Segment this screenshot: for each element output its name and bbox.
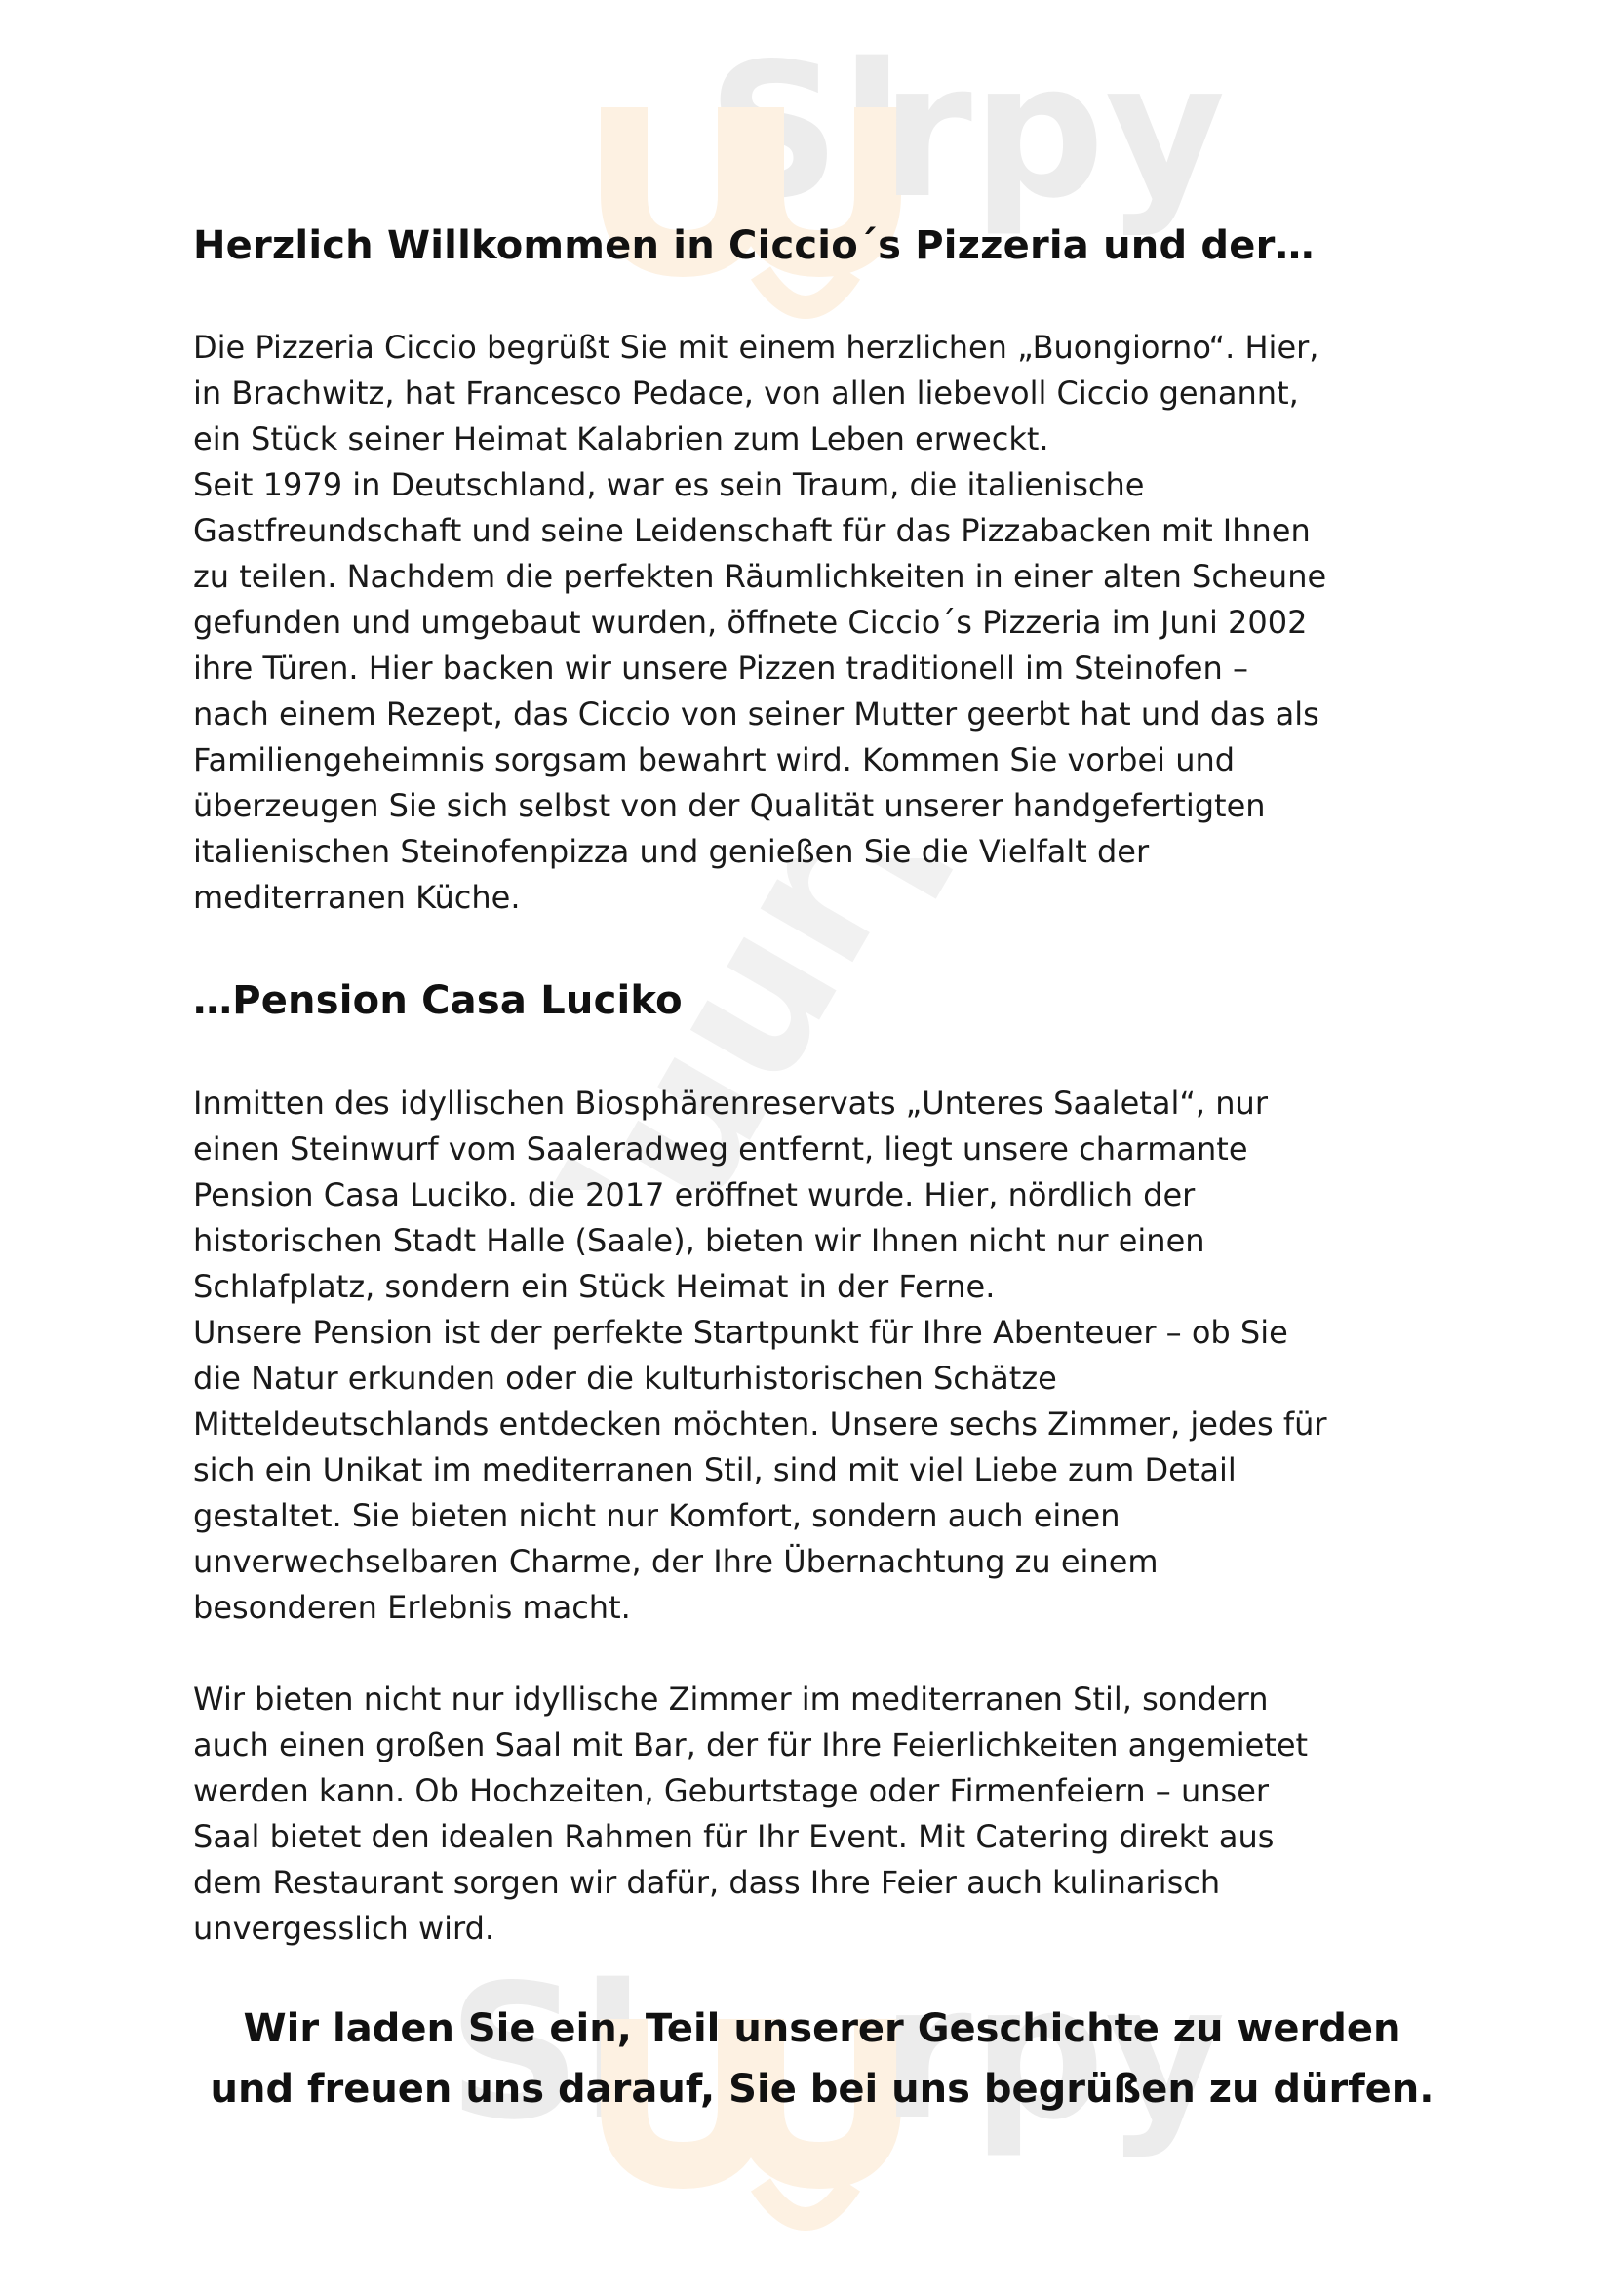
paragraph-line: Die Pizzeria Ciccio begrüßt Sie mit einem herzlichen „Buongiorno“. Hier, [193, 329, 1319, 366]
paragraph-line: in Brachwitz, hat Francesco Pedace, von allen liebevoll Ciccio genannt, [193, 375, 1299, 412]
paragraph-line: sich ein Unikat im mediterranen Stil, sind mit viel Liebe zum Detail [193, 1451, 1237, 1488]
pizzeria-intro-paragraph [193, 325, 1451, 921]
paragraph-line: Wir bieten nicht nur idyllische Zimmer im mediterranen Stil, sondern [193, 1681, 1269, 1718]
pension-heading: …Pension Casa Luciko [193, 978, 683, 1023]
closing-line: Wir laden Sie ein, Teil unserer Geschichte zu werden [243, 2006, 1401, 2051]
paragraph-line: ihre Türen. Hier backen wir unsere Pizzen traditionell im Steinofen – [193, 650, 1248, 687]
paragraph-line: Gastfreundschaft und seine Leidenschaft für das Pizzabacken mit Ihnen [193, 512, 1311, 549]
document-body [193, 222, 1451, 2119]
paragraph-line: zu teilen. Nachdem die perfekten Räumlichkeiten in einer alten Scheune [193, 558, 1327, 595]
paragraph-line: überzeugen Sie sich selbst von der Qualität unserer handgefertigten [193, 787, 1266, 824]
paragraph-line: besonderen Erlebnis macht. [193, 1589, 631, 1626]
paragraph-line: Pension Casa Luciko. die 2017 eröffnet wurde. Hier, nördlich der [193, 1176, 1196, 1213]
paragraph-line: Seit 1979 in Deutschland, war es sein Traum, die italienische [193, 466, 1145, 503]
paragraph-line: gefunden und umgebaut wurden, öffnete Ciccio´s Pizzeria im Juni 2002 [193, 604, 1308, 641]
welcome-heading: Herzlich Willkommen in Ciccio´s Pizzeria und der… [193, 223, 1315, 268]
svg-text:rpy: rpy [881, 1960, 1226, 2160]
svg-text:rpy: rpy [881, 49, 1226, 239]
paragraph-line: gestaltet. Sie bieten nicht nur Komfort, sondern auch einen [193, 1497, 1121, 1534]
svg-text:Sl: Sl [707, 49, 904, 239]
paragraph-line: Mitteldeutschlands entdecken möchten. Unsere sechs Zimmer, jedes für [193, 1405, 1327, 1443]
paragraph-line: ein Stück seiner Heimat Kalabrien zum Leben erweckt. [193, 420, 1049, 457]
paragraph-line: historischen Stadt Halle (Saale), bieten wir Ihnen nicht nur einen [193, 1222, 1205, 1259]
paragraph-line: Familiengeheimnis sorgsam bewahrt wird. Kommen Sie vorbei und [193, 741, 1236, 778]
paragraph-line: Saal bietet den idealen Rahmen für Ihr Event. Mit Catering direkt aus [193, 1818, 1275, 1855]
paragraph-line: mediterranen Küche. [193, 879, 521, 916]
paragraph-line: werden kann. Ob Hochzeiten, Geburtstage oder Firmenfeiern – unser [193, 1772, 1270, 1809]
paragraph-line: Schlafplatz, sondern ein Stück Heimat in der Ferne. [193, 1268, 996, 1305]
closing-statement [193, 1999, 1451, 2119]
paragraph-line: unvergesslich wird. [193, 1910, 495, 1947]
paragraph-line: Unsere Pension ist der perfekte Startpunkt für Ihre Abenteuer – ob Sie [193, 1314, 1288, 1351]
closing-line: und freuen uns darauf, Sie bei uns begrüßen zu dürfen. [210, 2067, 1435, 2112]
paragraph-line: italienischen Steinofenpizza und genießen Sie die Vielfalt der [193, 833, 1150, 870]
paragraph-line: auch einen großen Saal mit Bar, der für Ihre Feierlichkeiten angemietet [193, 1726, 1309, 1763]
paragraph-line: Inmitten des idyllischen Biosphärenreservats „Unteres Saaletal“, nur [193, 1085, 1268, 1122]
paragraph-line: unverwechselbaren Charme, der Ihre Übernachtung zu einem [193, 1543, 1159, 1580]
pension-intro-paragraph [193, 1081, 1451, 1631]
paragraph-line: nach einem Rezept, das Ciccio von seiner Mutter geerbt hat und das als [193, 695, 1319, 732]
event-hall-paragraph [193, 1677, 1451, 1952]
paragraph-line: die Natur erkunden oder die kulturhistorischen Schätze [193, 1360, 1057, 1397]
paragraph-line: dem Restaurant sorgen wir dafür, dass Ihre Feier auch kulinarisch [193, 1864, 1221, 1901]
paragraph-line: einen Steinwurf vom Saaleradweg entfernt, liegt unsere charmante [193, 1130, 1248, 1168]
svg-text:Sl: Sl [448, 1960, 645, 2160]
